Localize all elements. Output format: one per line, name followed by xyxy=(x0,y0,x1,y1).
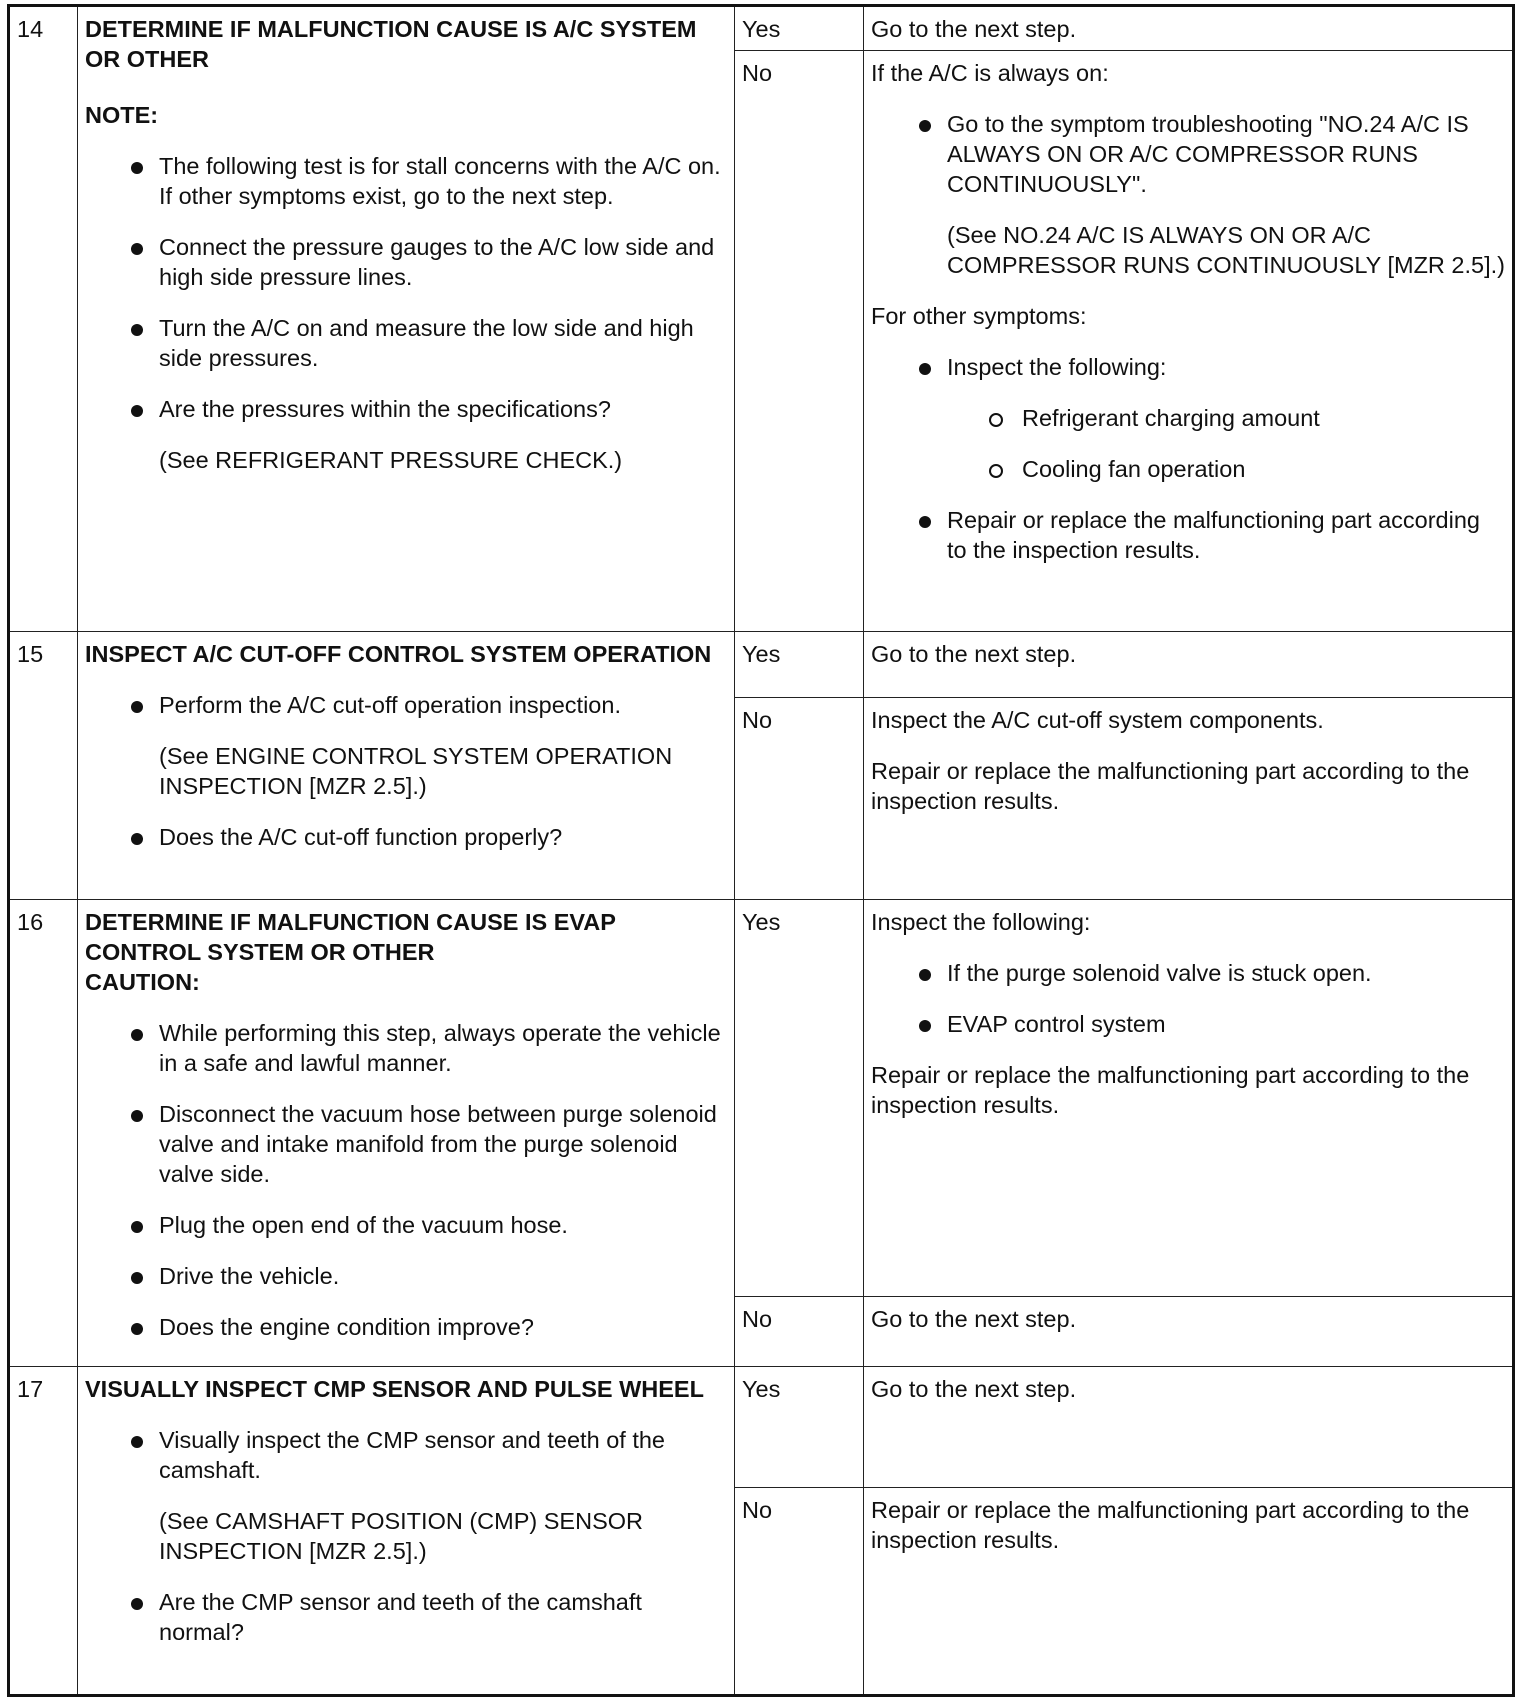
reference-text: (See NO.24 A/C IS ALWAYS ON OR A/C COMPRESSOR RUNS CONTINUOUSLY [MZR 2.5].) xyxy=(947,222,1505,278)
step-15-yes-row xyxy=(9,632,1514,698)
step-16-yes-row xyxy=(9,900,1514,1297)
list-item: While performing this step, always operate the vehicle in a safe and lawful manner. xyxy=(159,1018,728,1078)
yes-action: Go to the next step. xyxy=(864,1367,1514,1488)
list-item: Are the CMP sensor and teeth of the camshaft normal? xyxy=(159,1587,728,1647)
list-item: Turn the A/C on and measure the low side and high side pressures. xyxy=(159,313,728,373)
step-number: 16 xyxy=(9,900,78,1367)
action-bullets xyxy=(871,109,1506,280)
no-action: Go to the next step. xyxy=(864,1297,1514,1367)
list-item xyxy=(947,109,1506,280)
list-item: Repair or replace the malfunctioning part according to the inspection results. xyxy=(947,505,1506,565)
list-item-text: Visually inspect the CMP sensor and teeth of the camshaft. xyxy=(159,1427,665,1483)
note-label: NOTE: xyxy=(85,102,159,128)
list-item: EVAP control system xyxy=(947,1009,1506,1039)
list-item: Are the pressures within the specifications? xyxy=(159,394,728,424)
action-line: Inspect the A/C cut-off system components. xyxy=(871,707,1324,733)
action-line: Repair or replace the malfunctioning part according to the inspection results. xyxy=(871,758,1470,814)
no-label: No xyxy=(735,51,864,632)
no-label: No xyxy=(735,1297,864,1367)
no-action xyxy=(864,51,1514,632)
list-item xyxy=(947,352,1506,484)
reference-text: (See ENGINE CONTROL SYSTEM OPERATION INSPECTION [MZR 2.5].) xyxy=(159,743,673,799)
yes-label: Yes xyxy=(735,900,864,1297)
no-action xyxy=(864,698,1514,900)
yes-label: Yes xyxy=(735,632,864,698)
list-item: Drive the vehicle. xyxy=(159,1261,728,1291)
list-item: Plug the open end of the vacuum hose. xyxy=(159,1210,728,1240)
list-item: Disconnect the vacuum hose between purge solenoid valve and intake manifold from the purge solenoid valve side. xyxy=(159,1099,728,1189)
step-17-bullets xyxy=(85,1425,728,1647)
sub-list-item: Refrigerant charging amount xyxy=(1022,403,1506,433)
step-17-description xyxy=(78,1367,735,1696)
step-14-yes-row xyxy=(9,6,1514,51)
list-item: Connect the pressure gauges to the A/C low side and high side pressure lines. xyxy=(159,232,728,292)
yes-label: Yes xyxy=(735,6,864,51)
no-label: No xyxy=(735,1488,864,1696)
sub-list-item: Cooling fan operation xyxy=(1022,454,1506,484)
action-bullets xyxy=(871,958,1506,1039)
step-number: 17 xyxy=(9,1367,78,1696)
step-14-bullets xyxy=(85,151,728,424)
step-title: DETERMINE IF MALFUNCTION CAUSE IS A/C SYSTEM OR OTHER xyxy=(85,16,697,72)
action-other: For other symptoms: xyxy=(871,303,1087,329)
step-16-description xyxy=(78,900,735,1367)
step-title: DETERMINE IF MALFUNCTION CAUSE IS EVAP CONTROL SYSTEM OR OTHER xyxy=(85,909,616,965)
action-outro: Repair or replace the malfunctioning part according to the inspection results. xyxy=(871,1062,1470,1118)
troubleshooting-table-wrapper xyxy=(7,4,1515,1692)
step-14-description xyxy=(78,6,735,632)
list-item xyxy=(159,1425,728,1566)
step-15-bullets xyxy=(85,690,728,852)
reference-text: (See REFRIGERANT PRESSURE CHECK.) xyxy=(159,447,623,473)
yes-action: Go to the next step. xyxy=(864,6,1514,51)
caution-label: CAUTION: xyxy=(85,969,200,995)
list-item: Does the engine condition improve? xyxy=(159,1312,728,1342)
list-item: The following test is for stall concerns with the A/C on. If other symptoms exist, go to the next step. xyxy=(159,151,728,211)
troubleshooting-table xyxy=(7,4,1515,1697)
sub-list xyxy=(947,403,1506,484)
step-15-description xyxy=(78,632,735,900)
step-number: 15 xyxy=(9,632,78,900)
action-intro: Inspect the following: xyxy=(871,909,1091,935)
step-title: INSPECT A/C CUT-OFF CONTROL SYSTEM OPERATION xyxy=(85,641,712,667)
no-action: Repair or replace the malfunctioning part according to the inspection results. xyxy=(864,1488,1514,1696)
step-title: VISUALLY INSPECT CMP SENSOR AND PULSE WHEEL xyxy=(85,1376,704,1402)
action-intro: If the A/C is always on: xyxy=(871,60,1109,86)
list-item: Does the A/C cut-off function properly? xyxy=(159,822,728,852)
list-item-text: Perform the A/C cut-off operation inspection. xyxy=(159,692,621,718)
yes-action: Go to the next step. xyxy=(864,632,1514,698)
step-16-bullets xyxy=(85,1018,728,1342)
reference-text: (See CAMSHAFT POSITION (CMP) SENSOR INSPECTION [MZR 2.5].) xyxy=(159,1508,643,1564)
step-number: 14 xyxy=(9,6,78,632)
list-item-text: Inspect the following: xyxy=(947,354,1167,380)
no-label: No xyxy=(735,698,864,900)
yes-label: Yes xyxy=(735,1367,864,1488)
list-item-text: Go to the symptom troubleshooting "NO.24 A/C IS ALWAYS ON OR A/C COMPRESSOR RUNS CONTINUOUSLY". xyxy=(947,111,1469,197)
action-bullets xyxy=(871,352,1506,565)
yes-action xyxy=(864,900,1514,1297)
step-17-yes-row xyxy=(9,1367,1514,1488)
list-item: If the purge solenoid valve is stuck open. xyxy=(947,958,1506,988)
list-item xyxy=(159,690,728,801)
